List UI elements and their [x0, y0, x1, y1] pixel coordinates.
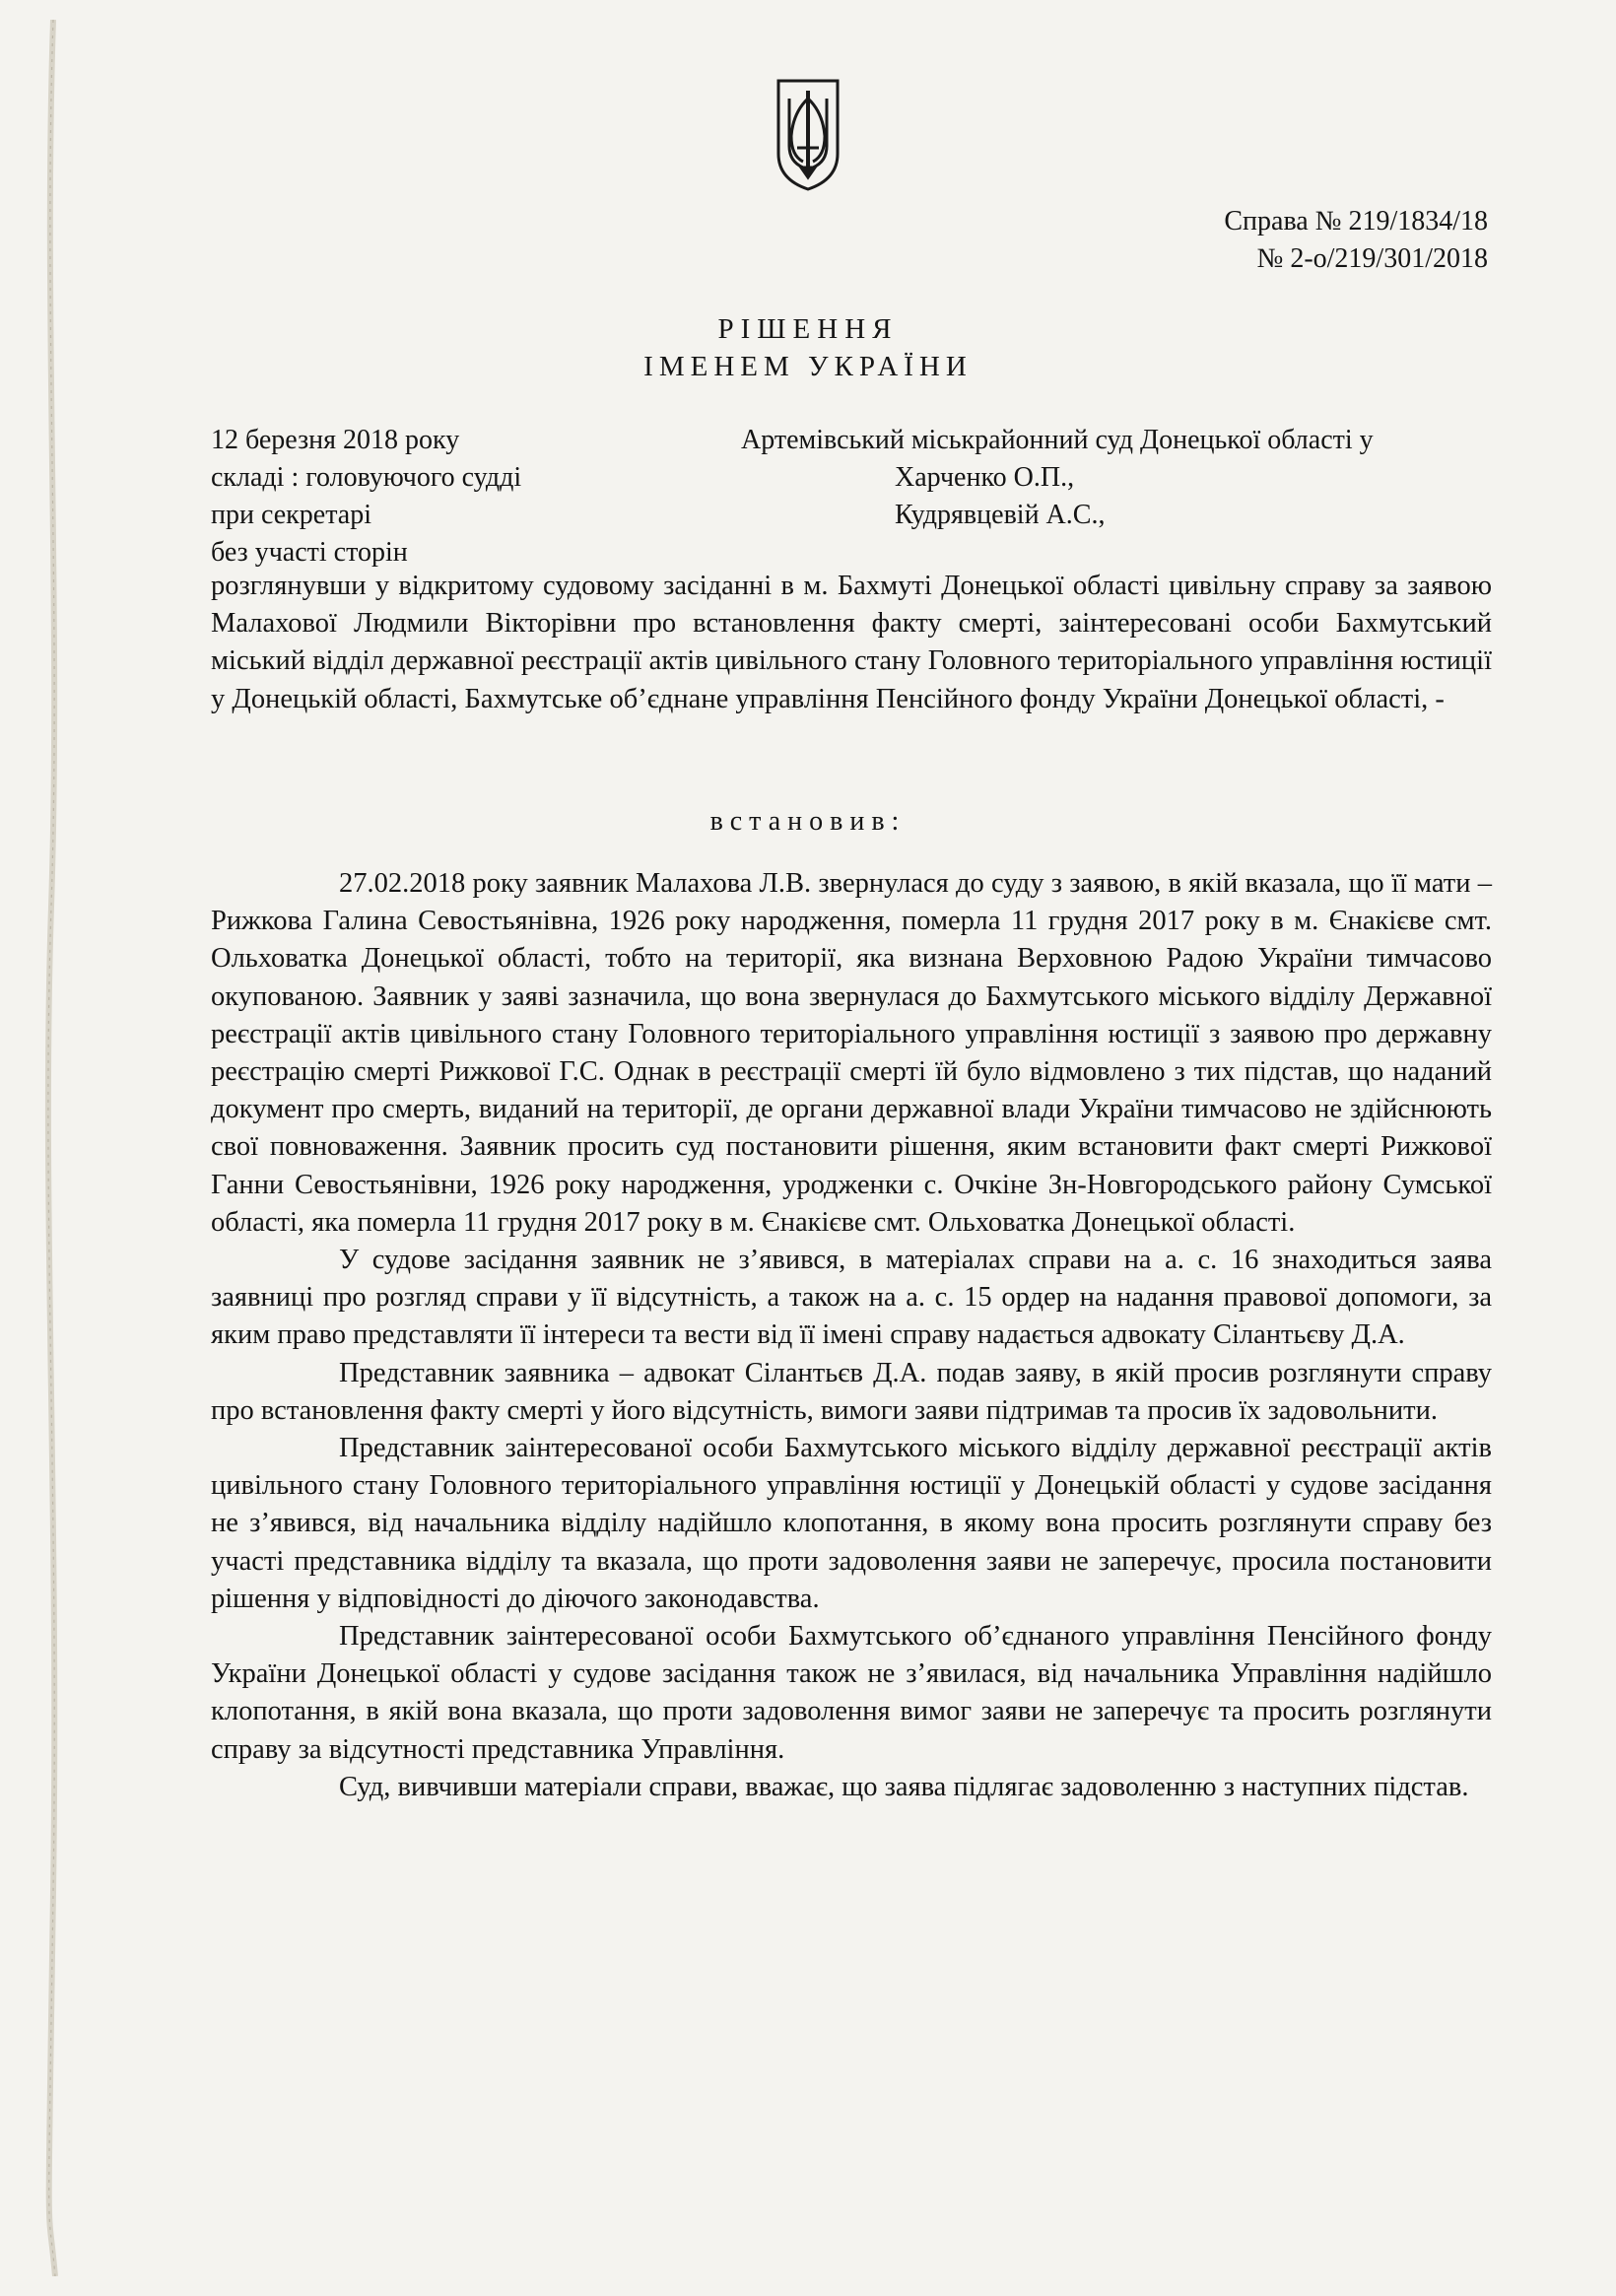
composition-label: складі : головуючого судді — [211, 462, 522, 493]
paragraph: Представник заінтересованої особи Бахмутського об’єднаного управління Пенсійного фонду України Донецької області у судове засідання також не з’явилася, від начальника Управління надійшло клопотання, в якій вона вказала, що проти задоволення вимог заяви не заперечує та просить розглянути справу за відсутності представника Управління. — [211, 1621, 1492, 1765]
paragraph: Представник заінтересованої особи Бахмутського міського відділу державної реєстрації актів цивільного стану Головного територіального управління юстиції у Донецькій області у судове засідання не з’явився, від начальника відділу надійшло клопотання, в якому вона просить розглянути справу без участі представника відділу та вказала, що проти задоволення заяви не заперечує, просила постановити рішення у відповідності до діючого законодавства. — [211, 1433, 1492, 1614]
paragraph: Суд, вивчивши матеріали справи, вважає, що заява підлягає задоволенню з наступних підстав. — [339, 1771, 1469, 1802]
case-number: Справа № 219/1834/18 — [1224, 206, 1488, 236]
proceeding-number: № 2-о/219/301/2018 — [1256, 243, 1488, 274]
intro-paragraph: розглянувши у відкритому судовому засіданні в м. Бахмуті Донецької області цивільну справу за заявою Малахової Людмили Вікторівни про встановлення факту смерті, заінтересовані особи Бахмутський міський відділ державної реєстрації актів цивільного стану Головного територіального управління юстиції у Донецькій області, Бахмутське об’єднане управління Пенсійного фонду України Донецької області, - — [211, 571, 1492, 714]
case-number-block — [1224, 203, 1488, 278]
paragraph: 27.02.2018 року заявник Малахова Л.В. звернулася до суду з заявою, в якій вказала, що її мати – Рижкова Галина Севостьянівна, 1926 року народження, померла 11 грудня 2017 року в м. Єнакієве смт. Ольховатка Донецької області, тобто на території, яка визнана Верховною Радою України тимчасово окупованою. Заявник у заяві зазначила, що вона звернулася до Бахмутського міського відділу Державної реєстрації актів цивільного стану Головного територіального управління юстиції з заявою про державну реєстрацію смерті Рижкової Г.С. Однак в реєстрації смерті їй було відмовлено з тих підстав, що наданий документ про смерть, виданий на території, де органи державної влади України тимчасово не здійснюють свої повноваження. Заявник просить суд постановити рішення, яким встановити факт смерті Рижкової Ганни Севостьянівни, 1926 року народження, уродженки с. Очкіне Зн-Новгородського району Сумської області, яка померла 11 грудня 2017 року в м. Єнакієве смт. Ольховатка Донецької області. — [211, 868, 1492, 1238]
decision-date: 12 березня 2018 року — [211, 425, 460, 455]
parties-note: без участі сторін — [211, 537, 408, 568]
paragraph: У судове засідання заявник не з’явився, в матеріалах справи на а. с. 16 знаходиться заява заявниці про розгляд справи у її відсутність, а також на а. с. 15 ордер на надання правової допомоги, за яким право представляти її інтереси та вести від її імені справу надається адвокату Сілантьєву Д.А. — [211, 1245, 1492, 1351]
section-heading: встановив: — [709, 806, 907, 837]
judge-name: Харченко О.П., — [895, 462, 1075, 493]
decision-body — [211, 865, 1492, 1806]
secretary-label: при секретарі — [211, 500, 371, 530]
court-name: Артемівський міськрайонний суд Донецької області у — [741, 425, 1374, 455]
secretary-name: Кудрявцевій А.С., — [895, 500, 1106, 530]
paragraph: Представник заявника – адвокат Сілантьєв Д.А. подав заяву, в якій просив розглянути справу про встановлення факту смерті у його відсутність, вимоги заяви підтримав та просив їх задовольнити. — [211, 1357, 1492, 1426]
document-subtitle: ІМЕНЕМ УКРАЇНИ — [643, 351, 973, 382]
document-title: РІШЕННЯ — [717, 313, 899, 345]
coat-of-arms-icon — [774, 77, 842, 193]
